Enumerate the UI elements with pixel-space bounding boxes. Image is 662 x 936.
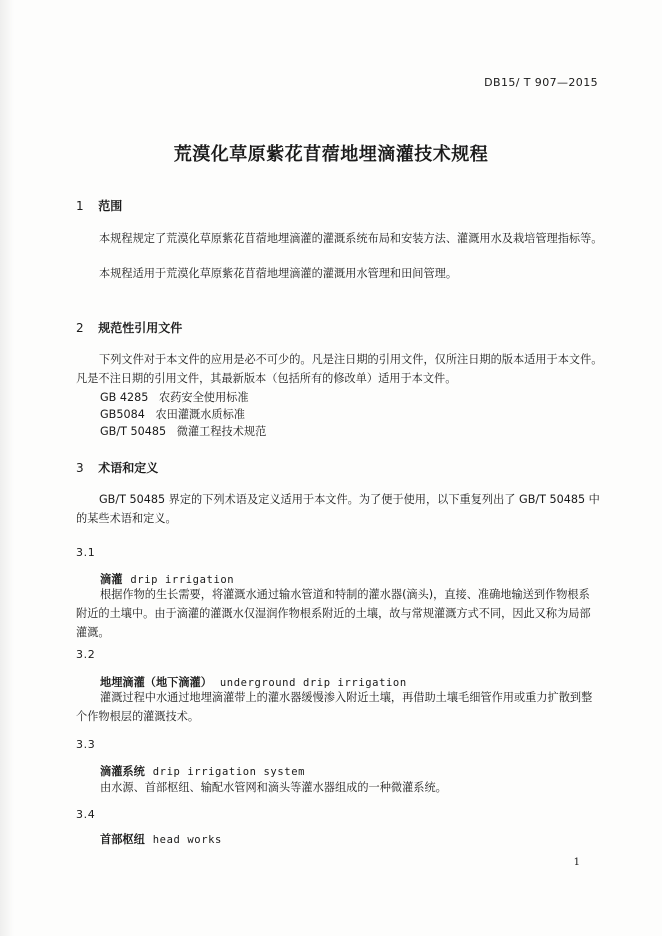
section-3-heading <box>76 459 158 476</box>
section-title: 规范性引用文件 <box>98 321 183 335</box>
section-title: 术语和定义 <box>98 461 159 475</box>
term-heading <box>100 831 222 847</box>
terms-intro: GB/T 50485 界定的下列术语及定义适用于本文件。为了便于使用，以下重复列出了 GB/T 50485 中的某些术语和定义。 <box>76 493 600 525</box>
scope-paragraph-1: 本规程规定了荒漠化草原紫花苜蓿地埋滴灌的灌溉系统布局和安装方法、灌溉用水及栽培管理指标等。 <box>99 232 603 245</box>
term-chinese: 滴灌系统 <box>100 765 145 778</box>
term-heading <box>100 763 305 779</box>
term-definition: 灌溉过程中水通过地埋滴灌带上的灌水器缓慢渗入附近土壤，再借助土壤毛细管作用或重力扩散到整个作物根层的灌溉技术。 <box>76 691 593 723</box>
section-number: 1 <box>76 199 84 213</box>
section-2-heading <box>76 319 182 336</box>
term-english: underground drip irrigation <box>219 677 407 689</box>
section-number: 3 <box>76 461 84 475</box>
standard-code: DB15/ T 907—2015 <box>484 76 598 89</box>
section-number: 2 <box>76 321 84 335</box>
document-title: 荒漠化草原紫花苜蓿地埋滴灌技术规程 <box>173 144 489 165</box>
term-number: 3.1 <box>76 546 96 559</box>
reference-item: GB/T 50485 微灌工程技术规范 <box>100 425 267 438</box>
scope-paragraph-2: 本规程适用于荒漠化草原紫花苜蓿地埋滴灌的灌溉用水管理和田间管理。 <box>99 267 458 280</box>
term-english: drip irrigation <box>130 574 235 586</box>
term-english: drip irrigation system <box>152 766 306 778</box>
term-chinese: 滴灌 <box>100 573 123 586</box>
section-1-heading <box>76 197 122 214</box>
term-definition: 根据作物的生长需要，将灌溉水通过输水管道和特制的灌水器(滴头)，直接、准确地输送到作物根系附近的土壤中。由于滴灌的灌溉水仅湿润作物根系附近的土壤，故与常规灌溉方式不同，因此又称为局部灌溉。 <box>76 588 591 639</box>
term-number: 3.2 <box>76 648 96 661</box>
term-number: 3.4 <box>76 808 96 821</box>
section-title: 范围 <box>98 199 123 213</box>
term-number: 3.3 <box>76 738 96 751</box>
reference-item: GB 4285 农药安全使用标准 <box>100 391 249 404</box>
term-chinese: 地埋滴灌（地下滴灌） <box>100 676 212 689</box>
term-chinese: 首部枢纽 <box>100 833 145 846</box>
term-definition: 由水源、首部枢纽、输配水管网和滴头等灌水器组成的一种微灌系统。 <box>100 781 447 794</box>
references-intro: 下列文件对于本文件的应用是必不可少的。凡是注日期的引用文件，仅所注日期的版本适用于本文件。凡是不注日期的引用文件，其最新版本（包括所有的修改单）适用于本文件。 <box>76 353 603 385</box>
reference-item: GB5084 农田灌溉水质标准 <box>100 408 245 421</box>
term-english: head works <box>152 834 222 846</box>
page-number: 1 <box>573 857 580 868</box>
